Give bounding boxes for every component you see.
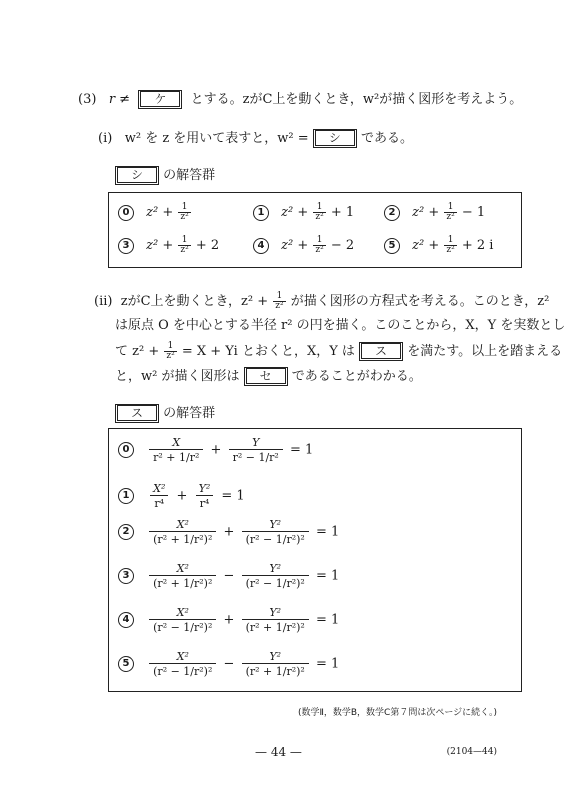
- q3-text2: とする。zがC上を動くとき，w²が描く図形を考えよう。: [190, 92, 523, 107]
- option-number: 0: [118, 442, 134, 458]
- su-group-title: の解答群: [163, 406, 216, 421]
- part-i-text2: である。: [360, 131, 413, 146]
- option-number: 5: [384, 238, 400, 254]
- fraction: $\frac{1}{\text{z²}}$: [180, 235, 189, 255]
- su-group-header: [115, 404, 215, 423]
- answer-box-ke[interactable]: ケ: [138, 90, 182, 109]
- option-number: 3: [118, 238, 134, 254]
- fraction: $\frac{1}{\text{z²}}$: [446, 235, 455, 255]
- answer-box-se[interactable]: セ: [244, 367, 288, 386]
- shi-option-4[interactable]: 4 z² + $\frac{1}{\text{z²}}$ − 2: [253, 236, 354, 255]
- shi-option-3[interactable]: 3 z² + $\frac{1}{\text{z²}}$ + 2: [118, 236, 219, 255]
- fraction: $\frac{1}{\text{z²}}$: [315, 202, 324, 222]
- page-number: — 44 —: [255, 745, 302, 759]
- option-number: 3: [118, 568, 134, 584]
- fraction: $\frac{1}{\text{z²}}$: [275, 291, 284, 311]
- fraction: $\frac{1}{\text{z²}}$: [315, 235, 324, 255]
- option-number: 0: [118, 205, 134, 221]
- part-i-text1: w² を z を用いて表すと，w² =: [124, 131, 309, 146]
- part-ii-line4: と，w² が描く図形は セ であることがわかる。: [115, 369, 422, 384]
- option-number: 2: [384, 205, 400, 221]
- shi-option-1[interactable]: 1 z² + $\frac{1}{\text{z²}}$ + 1: [253, 203, 354, 222]
- shi-option-2[interactable]: 2 z² + $\frac{1}{\text{z²}}$ − 1: [384, 203, 485, 222]
- fraction: $\frac{1}{\text{z²}}$: [166, 341, 175, 361]
- shi-group-title: の解答群: [163, 168, 216, 183]
- page-code: (2104—44): [446, 747, 497, 757]
- q3-label: (3): [78, 92, 97, 107]
- option-number: 5: [118, 656, 134, 672]
- part-ii-line2: は原点 O を中心とする半径 r² の円を描く。このことから，X，Y を実数とし: [115, 318, 566, 333]
- su-option-4[interactable]: 4 $\frac{\text{X²}}{\text{(r² − 1/r²)²}}$ + $\frac{\text{Y²}}{\text{(r² + 1/r²)²}}$ = 1: [118, 606, 339, 634]
- q3-line: [78, 90, 522, 109]
- su-option-0[interactable]: 0 $\frac{X}{\text{r² + 1/r²}}$ + $\frac{Y}{\text{r² − 1/r²}}$ = 1: [118, 436, 313, 464]
- su-option-5[interactable]: 5 $\frac{\text{X²}}{\text{(r² − 1/r²)²}}$ − $\frac{\text{Y²}}{\text{(r² + 1/r²)²}}$ = 1: [118, 650, 339, 678]
- option-number: 1: [253, 205, 269, 221]
- shi-option-0[interactable]: 0 z² + $\frac{1}{\text{z²}}$: [118, 203, 192, 222]
- shi-option-5[interactable]: 5 z² + $\frac{1}{\text{z²}}$ + 2 i: [384, 236, 493, 255]
- q3-text1: r ≠: [108, 92, 131, 107]
- part-ii-line1: (ii) zがC上を動くとき，z² + $\frac{1}{\text{z²}}$ が描く図形の方程式を考える。このとき，z²: [94, 291, 550, 311]
- su-option-1[interactable]: 1 $\frac{\text{X²}}{\text{r⁴}}$ + $\frac{\text{Y²}}{\text{r⁴}}$ = 1: [118, 482, 245, 510]
- su-option-2[interactable]: 2 $\frac{\text{X²}}{\text{(r² + 1/r²)²}}$ + $\frac{\text{Y²}}{\text{(r² − 1/r²)²}}$ = 1: [118, 518, 339, 546]
- answer-box-shi[interactable]: シ: [313, 129, 357, 148]
- fraction: $\frac{1}{\text{z²}}$: [180, 202, 189, 222]
- continued-note: (数学Ⅱ，数学B，数学C第７問は次ページに続く。): [297, 708, 497, 718]
- answer-box-su[interactable]: ス: [359, 342, 403, 361]
- option-number: 4: [253, 238, 269, 254]
- shi-group-header: [115, 166, 215, 185]
- shi-group-box: シ: [115, 166, 159, 185]
- option-number: 2: [118, 524, 134, 540]
- option-number: 4: [118, 612, 134, 628]
- option-number: 1: [118, 488, 134, 504]
- su-option-3[interactable]: 3 $\frac{\text{X²}}{\text{(r² + 1/r²)²}}$ − $\frac{\text{Y²}}{\text{(r² − 1/r²)²}}$ = 1: [118, 562, 339, 590]
- part-i-label: (i): [98, 131, 113, 146]
- part-ii-line3: て z² + $\frac{1}{\text{z²}}$ = X + Yi とおくと，X，Y は ス を満たす。以上を踏まえる: [115, 341, 563, 361]
- part-ii-label: (ii): [94, 294, 113, 309]
- fraction: $\frac{1}{\text{z²}}$: [446, 202, 455, 222]
- part-i-line: [98, 129, 413, 148]
- su-group-box: ス: [115, 404, 159, 423]
